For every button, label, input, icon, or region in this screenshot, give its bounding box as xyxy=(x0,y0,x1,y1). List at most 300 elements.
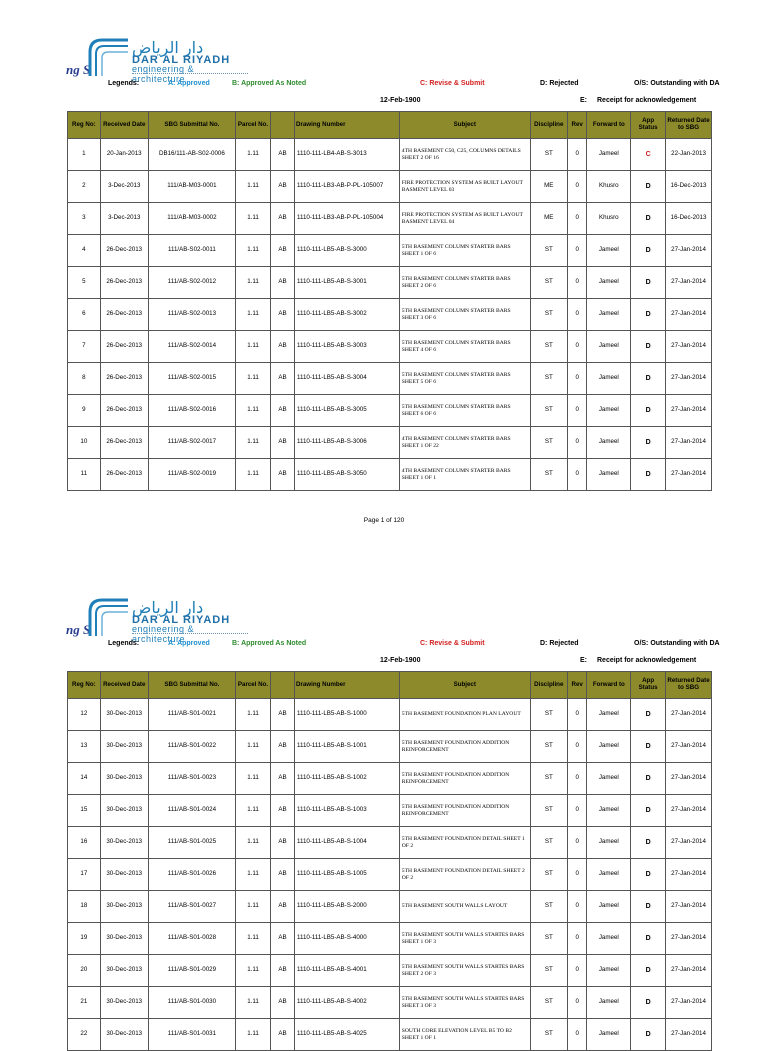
cell-drawing-number: 1110-111-LB5-AB-S-2000 xyxy=(294,891,399,923)
table-row xyxy=(68,299,712,331)
cell-forward-to: Jameel xyxy=(587,1019,631,1051)
cell-received-date: 30-Dec-2013 xyxy=(100,1019,148,1051)
header-reg-no: Reg No: xyxy=(68,112,101,139)
cell-drawing-number: 1110-111-LB5-AB-S-1004 xyxy=(294,827,399,859)
header-sbg-submittal: SBG Submittal No. xyxy=(148,672,235,699)
cell-rev: 0 xyxy=(567,395,587,427)
table-row xyxy=(68,363,712,395)
header-parcel-code xyxy=(270,672,294,699)
page-header xyxy=(0,560,768,664)
cell-parcel-no: 1.11 xyxy=(236,235,271,267)
cell-forward-to: Jameel xyxy=(587,763,631,795)
cell-parcel-no: 1.11 xyxy=(236,731,271,763)
cell-parcel-code: AB xyxy=(270,699,294,731)
cell-subject: 5TH BASEMENT COLUMN STARTER BARS SHEET 2 OF 6 xyxy=(399,267,530,299)
logo-contact-line xyxy=(132,73,248,77)
cell-drawing-number: 1110-111-LB5-AB-S-1000 xyxy=(294,699,399,731)
header-returned-date: Returned Date to SBG xyxy=(666,672,712,699)
cell-received-date: 30-Dec-2013 xyxy=(100,923,148,955)
cell-forward-to: Jameel xyxy=(587,331,631,363)
cell-returned-date: 27-Jan-2014 xyxy=(666,923,712,955)
cell-returned-date: 27-Jan-2014 xyxy=(666,859,712,891)
cell-returned-date: 27-Jan-2014 xyxy=(666,699,712,731)
cell-app-status: D xyxy=(631,827,666,859)
cell-drawing-number: 1110-111-LB3-AB-P-PL-105004 xyxy=(294,203,399,235)
cell-rev: 0 xyxy=(567,699,587,731)
cell-rev: 0 xyxy=(567,731,587,763)
table-row xyxy=(68,763,712,795)
cell-discipline: ST xyxy=(530,795,567,827)
cell-subject: 5TH BASEMENT FOUNDATION PLAN LAYOUT xyxy=(399,699,530,731)
cell-discipline: ST xyxy=(530,459,567,491)
cell-parcel-no: 1.11 xyxy=(236,827,271,859)
cell-forward-to: Jameel xyxy=(587,827,631,859)
cell-received-date: 3-Dec-2013 xyxy=(100,203,148,235)
cell-returned-date: 27-Jan-2014 xyxy=(666,891,712,923)
cell-returned-date: 27-Jan-2014 xyxy=(666,427,712,459)
cell-discipline: ST xyxy=(530,763,567,795)
cell-drawing-number: 1110-111-LB5-AB-S-1005 xyxy=(294,859,399,891)
logo-name-text: DAR AL RIYADH xyxy=(132,54,231,66)
cell-forward-to: Jameel xyxy=(587,795,631,827)
cell-parcel-code: AB xyxy=(270,731,294,763)
cell-drawing-number: 1110-111-LB5-AB-S-3001 xyxy=(294,267,399,299)
cell-rev: 0 xyxy=(567,987,587,1019)
cell-drawing-number: 1110-111-LB5-AB-S-1003 xyxy=(294,795,399,827)
cell-discipline: ST xyxy=(530,923,567,955)
logo-arabic-text: دار الرياض xyxy=(132,38,204,57)
cell-parcel-code: AB xyxy=(270,299,294,331)
cell-rev: 0 xyxy=(567,955,587,987)
cell-returned-date: 16-Dec-2013 xyxy=(666,171,712,203)
cell-drawing-number: 1110-111-LB5-AB-S-3005 xyxy=(294,395,399,427)
cell-returned-date: 27-Jan-2014 xyxy=(666,955,712,987)
cell-app-status: D xyxy=(631,427,666,459)
cell-parcel-code: AB xyxy=(270,923,294,955)
cell-app-status: D xyxy=(631,171,666,203)
register-page-1 xyxy=(0,0,768,524)
header-drawing-number: Drawing Number xyxy=(294,112,399,139)
header-parcel-code xyxy=(270,112,294,139)
cell-discipline: ST xyxy=(530,827,567,859)
cell-subject: 5TH BASEMENT SOUTH WALLS LAYOUT xyxy=(399,891,530,923)
cell-app-status: D xyxy=(631,235,666,267)
cell-discipline: ST xyxy=(530,139,567,171)
cell-parcel-no: 1.11 xyxy=(236,203,271,235)
cell-app-status: D xyxy=(631,859,666,891)
cell-returned-date: 27-Jan-2014 xyxy=(666,235,712,267)
cell-reg-no: 8 xyxy=(68,363,101,395)
cell-forward-to: Jameel xyxy=(587,459,631,491)
table-row xyxy=(68,331,712,363)
cell-parcel-no: 1.11 xyxy=(236,763,271,795)
cell-returned-date: 27-Jan-2014 xyxy=(666,331,712,363)
header-forward-to: Forward to xyxy=(587,672,631,699)
cell-forward-to: Khusro xyxy=(587,171,631,203)
cell-parcel-code: AB xyxy=(270,363,294,395)
cell-subject: 5TH BASEMENT COLUMN STARTER BARS SHEET 1 OF 6 xyxy=(399,235,530,267)
legend-receipt: Receipt for acknowledgement xyxy=(597,97,697,104)
cell-parcel-no: 1.11 xyxy=(236,1019,271,1051)
cell-parcel-no: 1.11 xyxy=(236,267,271,299)
cell-rev: 0 xyxy=(567,299,587,331)
cell-parcel-no: 1.11 xyxy=(236,987,271,1019)
cell-received-date: 26-Dec-2013 xyxy=(100,331,148,363)
cell-reg-no: 7 xyxy=(68,331,101,363)
date-row xyxy=(0,97,768,107)
legend-e-label: E: xyxy=(580,97,587,104)
cell-returned-date: 27-Jan-2014 xyxy=(666,763,712,795)
cell-subject: 4TH BASEMENT COLUMN STARTER BARS SHEET 1 OF 22 xyxy=(399,427,530,459)
header-forward-to: Forward to xyxy=(587,112,631,139)
cell-sbg-submittal: 111/AB-M03-0002 xyxy=(148,203,235,235)
cell-sbg-submittal: 111/AB-S02-0011 xyxy=(148,235,235,267)
cell-drawing-number: 1110-111-LB5-AB-S-4025 xyxy=(294,1019,399,1051)
header-reg-no: Reg No: xyxy=(68,672,101,699)
cell-rev: 0 xyxy=(567,459,587,491)
cell-returned-date: 27-Jan-2014 xyxy=(666,299,712,331)
logo-mark-icon xyxy=(88,598,130,638)
table-row xyxy=(68,891,712,923)
cell-returned-date: 16-Dec-2013 xyxy=(666,203,712,235)
cell-sbg-submittal: 111/AB-S02-0019 xyxy=(148,459,235,491)
cell-parcel-no: 1.11 xyxy=(236,427,271,459)
cell-drawing-number: 1110-111-LB5-AB-S-4001 xyxy=(294,955,399,987)
cell-rev: 0 xyxy=(567,267,587,299)
date-row xyxy=(0,657,768,667)
cell-sbg-submittal: 111/AB-S02-0015 xyxy=(148,363,235,395)
cell-rev: 0 xyxy=(567,331,587,363)
cell-subject: FIRE PROTECTION SYSTEM AS BUILT LAYOUT BASMENT LEVEL 03 xyxy=(399,171,530,203)
cell-drawing-number: 1110-111-LB5-AB-S-4002 xyxy=(294,987,399,1019)
cell-app-status: D xyxy=(631,955,666,987)
cell-sbg-submittal: 111/AB-S01-0031 xyxy=(148,1019,235,1051)
cell-subject: 4TH BASEMENT COLUMN STARTER BARS SHEET 1 OF 1 xyxy=(399,459,530,491)
legend-title: Legends: xyxy=(108,80,140,87)
cell-discipline: ST xyxy=(530,731,567,763)
cell-app-status: D xyxy=(631,795,666,827)
cell-reg-no: 1 xyxy=(68,139,101,171)
cell-parcel-code: AB xyxy=(270,459,294,491)
cell-drawing-number: 1110-111-LB5-AB-S-3006 xyxy=(294,427,399,459)
legend-row xyxy=(0,640,768,650)
table-row xyxy=(68,859,712,891)
cell-drawing-number: 1110-111-LB5-AB-S-3003 xyxy=(294,331,399,363)
cell-app-status: D xyxy=(631,763,666,795)
cell-app-status: D xyxy=(631,395,666,427)
cell-parcel-code: AB xyxy=(270,795,294,827)
cell-reg-no: 20 xyxy=(68,955,101,987)
cell-drawing-number: 1110-111-LB3-AB-P-PL-105007 xyxy=(294,171,399,203)
cell-app-status: D xyxy=(631,699,666,731)
cell-rev: 0 xyxy=(567,363,587,395)
cell-discipline: ST xyxy=(530,235,567,267)
legend-row xyxy=(0,80,768,90)
cell-forward-to: Jameel xyxy=(587,299,631,331)
cell-forward-to: Jameel xyxy=(587,235,631,267)
cell-drawing-number: 1110-111-LB5-AB-S-4000 xyxy=(294,923,399,955)
cell-parcel-code: AB xyxy=(270,859,294,891)
cell-app-status: D xyxy=(631,299,666,331)
report-date: 12-Feb-1900 xyxy=(380,97,421,104)
cell-subject: 5TH BASEMENT COLUMN STARTER BARS SHEET 5 OF 6 xyxy=(399,363,530,395)
cell-reg-no: 18 xyxy=(68,891,101,923)
legend-e-label: E: xyxy=(580,657,587,664)
header-discipline: Discipline xyxy=(530,672,567,699)
logo-contact-line xyxy=(132,633,248,637)
cell-drawing-number: 1110-111-LB5-AB-S-1001 xyxy=(294,731,399,763)
cell-discipline: ST xyxy=(530,699,567,731)
table-row xyxy=(68,171,712,203)
cell-parcel-no: 1.11 xyxy=(236,139,271,171)
cell-drawing-number: 1110-111-LB5-AB-S-3002 xyxy=(294,299,399,331)
cell-sbg-submittal: 111/AB-S02-0012 xyxy=(148,267,235,299)
cell-rev: 0 xyxy=(567,171,587,203)
cell-sbg-submittal: DB16/111-AB-S02-0006 xyxy=(148,139,235,171)
table-row xyxy=(68,923,712,955)
legend-revise-submit: C: Revise & Submit xyxy=(420,80,485,87)
cell-sbg-submittal: 111/AB-S01-0027 xyxy=(148,891,235,923)
cell-reg-no: 21 xyxy=(68,987,101,1019)
cell-received-date: 20-Jan-2013 xyxy=(100,139,148,171)
cell-subject: 5TH BASEMENT COLUMN STARTER BARS SHEET 6 OF 6 xyxy=(399,395,530,427)
table-row xyxy=(68,731,712,763)
cell-parcel-no: 1.11 xyxy=(236,699,271,731)
legend-receipt: Receipt for acknowledgement xyxy=(597,657,697,664)
cell-forward-to: Jameel xyxy=(587,987,631,1019)
cell-subject: SOUTH CORE ELEVATION LEVEL B5 TO B2 SHEET 1 OF 1 xyxy=(399,1019,530,1051)
cell-discipline: ST xyxy=(530,859,567,891)
cell-app-status: C xyxy=(631,139,666,171)
submittal-register-table xyxy=(67,111,712,491)
cell-discipline: ST xyxy=(530,891,567,923)
cell-reg-no: 4 xyxy=(68,235,101,267)
cell-subject: 5TH BASEMENT FOUNDATION DETAIL SHEET 2 OF 2 xyxy=(399,859,530,891)
logo-subtitle-text: engineering & architecture xyxy=(132,64,195,84)
legend-outstanding: O/S: Outstanding with DA xyxy=(634,80,720,87)
cell-discipline: ME xyxy=(530,171,567,203)
header-subject: Subject xyxy=(399,672,530,699)
cell-reg-no: 2 xyxy=(68,171,101,203)
cell-rev: 0 xyxy=(567,203,587,235)
logo-name-text: DAR AL RIYADH xyxy=(132,614,231,626)
page-footer: Page 1 of 120 xyxy=(363,517,405,524)
cell-reg-no: 11 xyxy=(68,459,101,491)
cell-app-status: D xyxy=(631,731,666,763)
table-row xyxy=(68,235,712,267)
cell-subject: 5TH BASEMENT FOUNDATION ADDITION REINFORCEMENT xyxy=(399,763,530,795)
cell-sbg-submittal: 111/AB-S02-0016 xyxy=(148,395,235,427)
cell-sbg-submittal: 111/AB-S02-0013 xyxy=(148,299,235,331)
cell-forward-to: Jameel xyxy=(587,139,631,171)
cell-forward-to: Jameel xyxy=(587,955,631,987)
cell-parcel-code: AB xyxy=(270,891,294,923)
cell-parcel-no: 1.11 xyxy=(236,331,271,363)
header-received-date: Received Date xyxy=(100,672,148,699)
cell-forward-to: Jameel xyxy=(587,859,631,891)
legend-approved-as-noted: B: Approved As Noted xyxy=(232,80,307,87)
cell-received-date: 30-Dec-2013 xyxy=(100,859,148,891)
cell-app-status: D xyxy=(631,267,666,299)
cell-app-status: D xyxy=(631,891,666,923)
cell-forward-to: Jameel xyxy=(587,699,631,731)
cell-parcel-no: 1.11 xyxy=(236,299,271,331)
cell-parcel-code: AB xyxy=(270,267,294,299)
cell-sbg-submittal: 111/AB-S01-0025 xyxy=(148,827,235,859)
cell-rev: 0 xyxy=(567,859,587,891)
cell-parcel-code: AB xyxy=(270,171,294,203)
cell-received-date: 26-Dec-2013 xyxy=(100,427,148,459)
cell-parcel-no: 1.11 xyxy=(236,955,271,987)
cell-returned-date: 27-Jan-2014 xyxy=(666,267,712,299)
cell-discipline: ST xyxy=(530,395,567,427)
cell-subject: FIRE PROTECTION SYSTEM AS BUILT LAYOUT BASMENT LEVEL 04 xyxy=(399,203,530,235)
cell-received-date: 30-Dec-2013 xyxy=(100,891,148,923)
table-row xyxy=(68,795,712,827)
logo-arabic-text: دار الرياض xyxy=(132,598,204,617)
logo-subtitle-text: engineering & architecture xyxy=(132,624,195,644)
cell-reg-no: 5 xyxy=(68,267,101,299)
cell-parcel-code: AB xyxy=(270,203,294,235)
cell-parcel-code: AB xyxy=(270,395,294,427)
cell-rev: 0 xyxy=(567,235,587,267)
logo-mark-icon xyxy=(88,38,130,78)
cell-sbg-submittal: 111/AB-S01-0030 xyxy=(148,987,235,1019)
cell-reg-no: 17 xyxy=(68,859,101,891)
cell-app-status: D xyxy=(631,987,666,1019)
cell-forward-to: Jameel xyxy=(587,267,631,299)
cell-rev: 0 xyxy=(567,891,587,923)
table-row xyxy=(68,267,712,299)
header-app-status: App Status xyxy=(631,672,666,699)
cell-returned-date: 27-Jan-2014 xyxy=(666,827,712,859)
page-header xyxy=(0,0,768,104)
table-row xyxy=(68,987,712,1019)
cell-parcel-no: 1.11 xyxy=(236,171,271,203)
cell-forward-to: Jameel xyxy=(587,891,631,923)
legend-revise-submit: C: Revise & Submit xyxy=(420,640,485,647)
cell-app-status: D xyxy=(631,331,666,363)
cell-parcel-no: 1.11 xyxy=(236,859,271,891)
cell-subject: 5TH BASEMENT SOUTH WALLS STARTES BARS SHEET 1 OF 3 xyxy=(399,923,530,955)
cell-returned-date: 27-Jan-2014 xyxy=(666,459,712,491)
cell-forward-to: Jameel xyxy=(587,731,631,763)
cell-discipline: ST xyxy=(530,363,567,395)
cell-sbg-submittal: 111/AB-S01-0028 xyxy=(148,923,235,955)
cell-subject: 5TH BASEMENT FOUNDATION DETAIL SHEET 1 OF 2 xyxy=(399,827,530,859)
cell-discipline: ST xyxy=(530,1019,567,1051)
header-sbg-submittal: SBG Submittal No. xyxy=(148,112,235,139)
cell-returned-date: 27-Jan-2014 xyxy=(666,987,712,1019)
header-rev: Rev xyxy=(567,672,587,699)
cell-discipline: ST xyxy=(530,427,567,459)
legend-approved: A: Approved xyxy=(168,80,210,87)
cell-received-date: 26-Dec-2013 xyxy=(100,395,148,427)
cell-subject: 5TH BASEMENT FOUNDATION ADDITION REINFORCEMENT xyxy=(399,731,530,763)
cell-reg-no: 9 xyxy=(68,395,101,427)
cell-app-status: D xyxy=(631,203,666,235)
header-parcel-no: Parcel No. xyxy=(236,672,271,699)
cell-reg-no: 10 xyxy=(68,427,101,459)
cell-app-status: D xyxy=(631,363,666,395)
cell-received-date: 30-Dec-2013 xyxy=(100,763,148,795)
table-header-row xyxy=(68,672,712,699)
register-page-2 xyxy=(0,560,768,1041)
cell-returned-date: 27-Jan-2014 xyxy=(666,363,712,395)
cell-rev: 0 xyxy=(567,1019,587,1051)
cell-sbg-submittal: 111/AB-S01-0022 xyxy=(148,731,235,763)
cell-rev: 0 xyxy=(567,827,587,859)
cell-parcel-no: 1.11 xyxy=(236,459,271,491)
cell-returned-date: 27-Jan-2014 xyxy=(666,1019,712,1051)
cell-reg-no: 16 xyxy=(68,827,101,859)
table-row xyxy=(68,1019,712,1051)
header-app-status: App Status xyxy=(631,112,666,139)
header-discipline: Discipline xyxy=(530,112,567,139)
cell-parcel-no: 1.11 xyxy=(236,395,271,427)
cell-sbg-submittal: 111/AB-S01-0023 xyxy=(148,763,235,795)
cell-received-date: 26-Dec-2013 xyxy=(100,459,148,491)
cell-parcel-code: AB xyxy=(270,331,294,363)
header-drawing-number: Drawing Number xyxy=(294,672,399,699)
cell-rev: 0 xyxy=(567,763,587,795)
cell-parcel-no: 1.11 xyxy=(236,795,271,827)
cell-subject: 5TH BASEMENT COLUMN STARTER BARS SHEET 4 OF 6 xyxy=(399,331,530,363)
cell-received-date: 30-Dec-2013 xyxy=(100,731,148,763)
cell-sbg-submittal: 111/AB-M03-0001 xyxy=(148,171,235,203)
legend-approved: A: Approved xyxy=(168,640,210,647)
cell-received-date: 30-Dec-2013 xyxy=(100,827,148,859)
table-header-row xyxy=(68,112,712,139)
cell-discipline: ST xyxy=(530,331,567,363)
legend-outstanding: O/S: Outstanding with DA xyxy=(634,640,720,647)
cell-discipline: ST xyxy=(530,267,567,299)
cell-received-date: 26-Dec-2013 xyxy=(100,235,148,267)
cell-received-date: 30-Dec-2013 xyxy=(100,955,148,987)
cell-forward-to: Jameel xyxy=(587,363,631,395)
cell-parcel-code: AB xyxy=(270,763,294,795)
cell-forward-to: Jameel xyxy=(587,923,631,955)
table-row xyxy=(68,395,712,427)
cell-received-date: 30-Dec-2013 xyxy=(100,795,148,827)
cell-drawing-number: 1110-111-LB5-AB-S-1002 xyxy=(294,763,399,795)
cell-subject: 5TH BASEMENT SOUTH WALLS STARTES BARS SHEET 3 OF 3 xyxy=(399,987,530,1019)
cell-discipline: ST xyxy=(530,299,567,331)
logo-fragment-text: ng S xyxy=(66,622,91,637)
table-row xyxy=(68,139,712,171)
cell-subject: 5TH BASEMENT FOUNDATION ADDITION REINFORCEMENT xyxy=(399,795,530,827)
cell-app-status: D xyxy=(631,923,666,955)
cell-drawing-number: 1110-111-LB5-AB-S-3000 xyxy=(294,235,399,267)
cell-discipline: ME xyxy=(530,203,567,235)
cell-reg-no: 12 xyxy=(68,699,101,731)
table-body xyxy=(68,139,712,491)
cell-reg-no: 6 xyxy=(68,299,101,331)
cell-returned-date: 27-Jan-2014 xyxy=(666,731,712,763)
table-row xyxy=(68,955,712,987)
cell-app-status: D xyxy=(631,459,666,491)
cell-drawing-number: 1110-111-LB4-AB-S-3013 xyxy=(294,139,399,171)
cell-drawing-number: 1110-111-LB5-AB-S-3050 xyxy=(294,459,399,491)
cell-subject: 5TH BASEMENT SOUTH WALLS STARTES BARS SHEET 2 OF 3 xyxy=(399,955,530,987)
cell-parcel-no: 1.11 xyxy=(236,363,271,395)
cell-parcel-code: AB xyxy=(270,139,294,171)
cell-reg-no: 3 xyxy=(68,203,101,235)
cell-rev: 0 xyxy=(567,923,587,955)
header-rev: Rev xyxy=(567,112,587,139)
report-date: 12-Feb-1900 xyxy=(380,657,421,664)
cell-rev: 0 xyxy=(567,795,587,827)
